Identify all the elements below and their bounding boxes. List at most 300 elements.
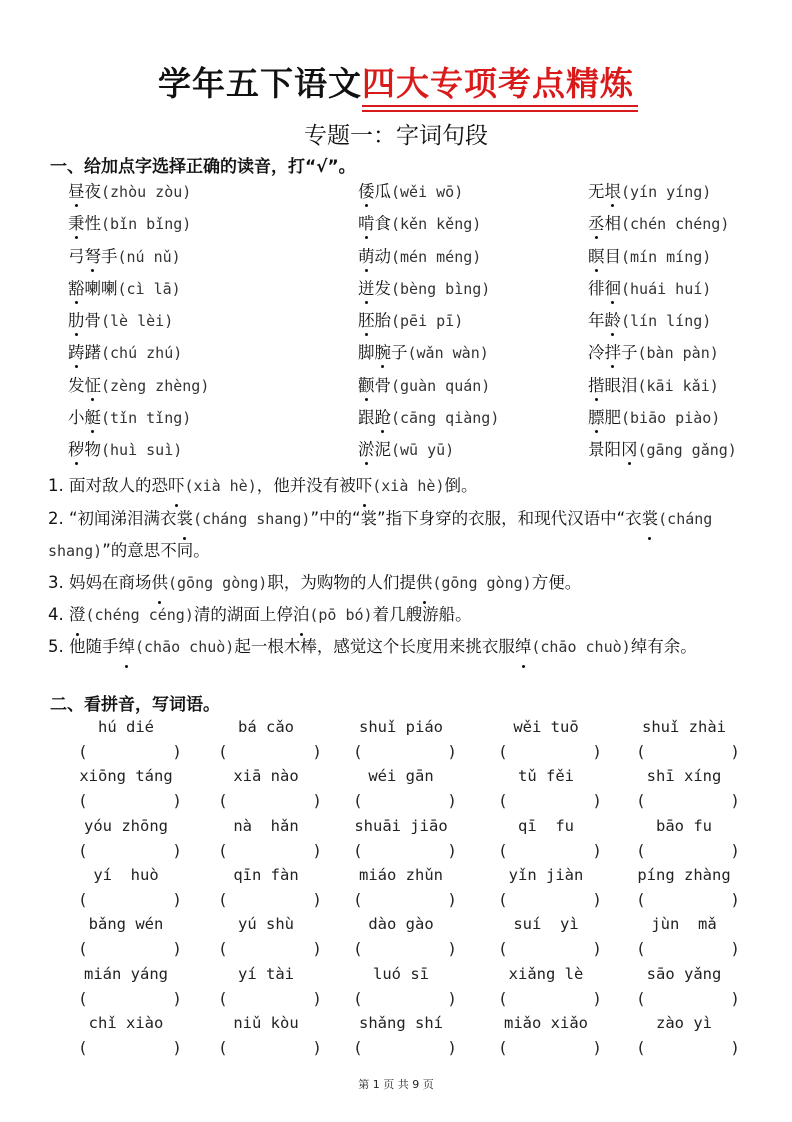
dotted-character: 泊 [293, 599, 310, 631]
pinyin-options: (chén chéng) [621, 215, 730, 234]
dotted-character: 澄 [69, 599, 86, 631]
pinyin-options: (cháng shang) [48, 510, 713, 560]
pinyin-word: tǔ fěi [518, 767, 574, 786]
pinyin-options: (zhòu zòu) [101, 183, 192, 201]
close-paren: ) [731, 840, 738, 860]
answer-blank[interactable] [80, 742, 180, 761]
page-subtitle: 专题一：字词句段 [304, 123, 488, 149]
pinyin-word: shuǐ zhài [642, 718, 726, 736]
close-paren: ) [313, 939, 320, 959]
pinyin-word: shuǐ piáo [359, 718, 443, 736]
pinyin-choice-grid [0, 178, 792, 469]
word-suffix: 夜 [84, 182, 101, 201]
open-paren: ( [80, 889, 87, 909]
answer-blank[interactable] [638, 890, 738, 909]
pinyin-word: nà hǎn [233, 816, 299, 835]
choice-item [358, 339, 489, 363]
pinyin-row [0, 718, 792, 768]
dotted-character: 膘 [588, 404, 605, 428]
dotted-character: 瞑 [588, 243, 605, 267]
word-suffix: 骨 [84, 311, 101, 331]
pinyin-options: (pō bó) [309, 606, 373, 624]
sentence [48, 631, 748, 663]
pinyin-options: (kěn kěng) [391, 215, 482, 234]
word-suffix: 肥 [604, 408, 621, 428]
choice-item [588, 307, 711, 331]
open-paren: ( [355, 742, 362, 761]
close-paren: ) [173, 840, 180, 860]
answer-blank[interactable] [355, 939, 455, 958]
dotted-character: 倭 [358, 178, 375, 202]
word-suffix: 眼泪 [604, 375, 638, 395]
dotted-character: 弩 [85, 243, 102, 267]
answer-blank[interactable] [500, 841, 600, 860]
sentence-text: 5. 他随手 [48, 637, 119, 656]
choice-item [358, 404, 499, 428]
dotted-character: 丞 [588, 210, 605, 234]
open-paren: ( [80, 742, 87, 761]
answer-blank[interactable] [638, 841, 738, 860]
open-paren: ( [220, 1037, 227, 1057]
section1-heading: 一、给加点字选择正确的读音，打“√”。 [50, 157, 356, 177]
close-paren: ) [731, 1037, 738, 1057]
pinyin-options: (wěi wō) [391, 183, 464, 201]
pinyin-word: wěi tuō [513, 718, 579, 736]
pinyin-word: zào yì [656, 1013, 712, 1032]
pinyin-options: (bèng bìng) [391, 279, 491, 298]
choice-row [0, 339, 792, 371]
answer-blank[interactable] [500, 939, 600, 958]
pinyin-row [0, 866, 792, 916]
dotted-character: 供 [416, 567, 433, 599]
pinyin-options: (guàn quán) [391, 376, 491, 395]
choice-item [68, 404, 191, 428]
pinyin-options: (wū yū) [391, 441, 455, 460]
answer-blank[interactable] [355, 841, 455, 860]
answer-blank[interactable] [220, 939, 320, 958]
answer-blank[interactable] [355, 989, 455, 1008]
pinyin-options: (gōng gòng) [432, 574, 532, 592]
word-suffix: 目 [604, 246, 621, 266]
open-paren: ( [355, 939, 362, 959]
dotted-character: 萌 [358, 243, 375, 267]
pinyin-row [0, 1014, 792, 1064]
pinyin-options: (pēi pī) [391, 312, 464, 331]
sentence-text: 2. “初闻涕泪满衣 [48, 509, 177, 528]
word-prefix: 发 [68, 375, 85, 395]
answer-blank[interactable] [638, 939, 738, 958]
open-paren: ( [500, 988, 507, 1008]
answer-blank[interactable] [80, 939, 180, 958]
sentence-text: 3. 妈妈在商场 [48, 573, 152, 592]
pinyin-options: (lè lèi) [101, 312, 174, 331]
open-paren: ( [355, 791, 362, 811]
dotted-character: 昼 [68, 178, 85, 202]
dotted-character: 腕 [375, 339, 392, 363]
pinyin-word: dào gào [368, 915, 434, 934]
answer-blank[interactable] [220, 791, 320, 810]
dotted-character: 供 [152, 567, 169, 599]
choice-item [358, 307, 463, 331]
open-paren: ( [638, 1037, 645, 1057]
open-paren: ( [500, 742, 507, 761]
dotted-character: 怔 [85, 372, 102, 396]
word-suffix: 性 [84, 214, 101, 234]
open-paren: ( [500, 939, 507, 959]
close-paren: ) [173, 988, 180, 1008]
word-suffix: 骨 [374, 375, 391, 395]
open-paren: ( [638, 791, 645, 811]
pinyin-options: (bǐn bǐng) [101, 215, 192, 234]
open-paren: ( [80, 1037, 87, 1057]
choice-row [0, 178, 792, 210]
sentence-text: 职，为购物的人们提 [267, 573, 416, 592]
close-paren: ) [593, 840, 600, 860]
close-paren: ) [731, 742, 738, 761]
word-suffix: 瓜 [374, 182, 391, 201]
close-paren: ) [313, 889, 320, 909]
dotted-character: 肋 [68, 307, 85, 331]
close-paren: ) [448, 791, 455, 811]
word-suffix: 动 [374, 246, 391, 266]
dotted-character: 秉 [68, 210, 85, 234]
sentence-text: ，他并没有被 [256, 476, 356, 495]
answer-blank[interactable] [500, 989, 600, 1008]
answer-blank[interactable] [638, 989, 738, 1008]
sentence-text: 起一根木棒，感觉这个长度用来挑衣服 [234, 637, 515, 656]
open-paren: ( [355, 889, 362, 909]
open-paren: ( [355, 840, 362, 860]
close-paren: ) [313, 1037, 320, 1057]
pinyin-word: yǐn jiàn [508, 865, 584, 884]
pinyin-word: chǐ xiào [88, 1013, 164, 1032]
open-paren: ( [355, 988, 362, 1008]
pinyin-options: (mén méng) [391, 247, 482, 266]
choice-row [0, 275, 792, 307]
choice-row [0, 404, 792, 436]
choice-item [68, 178, 191, 202]
dotted-character: 跄 [375, 404, 392, 428]
answer-blank[interactable] [355, 890, 455, 909]
pinyin-options: (gōng gòng) [168, 574, 268, 592]
open-paren: ( [500, 889, 507, 909]
word-prefix: 跟 [358, 408, 375, 428]
dotted-character: 拌 [605, 339, 622, 363]
choice-row [0, 436, 792, 468]
choice-item [68, 243, 181, 267]
dotted-character: 龄 [605, 307, 622, 331]
sentence [48, 599, 748, 631]
pinyin-word: sāo yǎng [646, 964, 722, 983]
dotted-character: 颧 [358, 372, 375, 396]
close-paren: ) [593, 889, 600, 909]
open-paren: ( [638, 939, 645, 959]
close-paren: ) [593, 988, 600, 1008]
dotted-character: 吓 [356, 470, 373, 502]
close-paren: ) [448, 742, 455, 761]
open-paren: ( [500, 1037, 507, 1057]
pinyin-word: bǎng wén [88, 915, 164, 934]
pinyin-options: (xià hè) [184, 477, 257, 495]
close-paren: ) [173, 939, 180, 959]
sentence-text: 绰有余。 [630, 637, 697, 656]
word-suffix: 躇 [84, 343, 101, 363]
answer-blank[interactable] [80, 1038, 180, 1057]
pinyin-options: (cì lā) [117, 279, 181, 298]
choice-item [68, 339, 182, 363]
close-paren: ) [448, 889, 455, 909]
pinyin-options: (yín yíng) [621, 183, 712, 201]
title-black: 学年五下语文 [158, 64, 362, 103]
answer-blank[interactable] [80, 890, 180, 909]
word-suffix: 发 [374, 278, 391, 298]
choice-item [588, 210, 729, 234]
open-paren: ( [80, 840, 87, 860]
choice-item [68, 307, 173, 331]
open-paren: ( [638, 889, 645, 909]
pinyin-options: (cāng qiàng) [391, 409, 500, 428]
pinyin-word: bá cǎo [238, 718, 294, 736]
pinyin-options: (biāo piào) [621, 409, 721, 428]
pinyin-word: luó sī [373, 964, 429, 983]
pinyin-word: shǎng shí [359, 1013, 443, 1032]
pinyin-options: (chú zhú) [101, 344, 183, 363]
choice-item [68, 372, 209, 396]
pinyin-word: qīn fàn [233, 865, 299, 884]
answer-blank[interactable] [500, 791, 600, 810]
pinyin-word: qī fu [518, 816, 574, 835]
choice-item [358, 372, 490, 396]
pinyin-options: (huì suì) [101, 441, 183, 460]
pinyin-options: (chāo chuò) [135, 638, 235, 656]
close-paren: ) [173, 889, 180, 909]
pinyin-word: yóu zhōng [84, 816, 168, 835]
choice-item [588, 372, 719, 396]
dotted-character: 踌 [68, 339, 85, 363]
answer-blank[interactable] [638, 791, 738, 810]
choice-item [588, 275, 711, 299]
choice-item [68, 436, 182, 460]
answer-blank[interactable] [80, 989, 180, 1008]
answer-blank[interactable] [638, 742, 738, 761]
word-suffix: 泥 [374, 440, 391, 460]
close-paren: ) [448, 988, 455, 1008]
choice-item [358, 210, 481, 234]
choice-row [0, 243, 792, 275]
choice-item [358, 178, 463, 202]
pinyin-word: niǔ kòu [233, 1013, 299, 1032]
pinyin-row [0, 965, 792, 1015]
pinyin-row [0, 767, 792, 817]
pinyin-word: xiā nào [233, 767, 299, 786]
choice-item [68, 210, 191, 234]
choice-item [588, 404, 720, 428]
pinyin-word: xiǎng lè [508, 964, 584, 983]
dotted-character: 揩 [588, 372, 605, 396]
open-paren: ( [355, 1037, 362, 1057]
pinyin-word: wéi gān [368, 767, 434, 786]
close-paren: ) [593, 939, 600, 959]
choice-item [358, 275, 490, 299]
pinyin-options: (bàn pàn) [637, 344, 719, 363]
pinyin-word: yí huò [93, 865, 159, 884]
dotted-character: 垠 [605, 178, 622, 202]
close-paren: ) [313, 840, 320, 860]
sentence [48, 567, 748, 599]
open-paren: ( [638, 742, 645, 761]
answer-blank[interactable] [220, 989, 320, 1008]
word-suffix: 食 [374, 214, 391, 234]
choice-item [358, 436, 454, 460]
word-suffix: 胎 [374, 311, 391, 331]
close-paren: ) [448, 1037, 455, 1057]
word-prefix: 景阳 [588, 440, 621, 460]
choice-row [0, 372, 792, 404]
sentence-text: 方便。 [531, 573, 582, 592]
pinyin-options: (nú nǔ) [117, 247, 181, 266]
choice-item [588, 243, 711, 267]
open-paren: ( [220, 939, 227, 959]
open-paren: ( [500, 791, 507, 811]
open-paren: ( [220, 889, 227, 909]
open-paren: ( [638, 988, 645, 1008]
answer-blank[interactable] [220, 1038, 320, 1057]
open-paren: ( [220, 840, 227, 860]
answer-blank[interactable] [638, 1038, 738, 1057]
pinyin-word: shuāi jiāo [354, 816, 448, 835]
pinyin-options: (xià hè) [372, 477, 445, 495]
close-paren: ) [313, 988, 320, 1008]
answer-blank[interactable] [220, 841, 320, 860]
sentence-text: ”中的“裳”指下身穿的衣服，和现代汉语中“衣 [310, 509, 642, 528]
pinyin-word: miǎo xiǎo [504, 1013, 588, 1032]
dotted-character: 啃 [358, 210, 375, 234]
choice-item [588, 178, 711, 202]
open-paren: ( [80, 791, 87, 811]
pinyin-word: bāo fu [656, 816, 712, 835]
answer-blank[interactable] [80, 841, 180, 860]
dotted-character: 淤 [358, 436, 375, 460]
answer-blank[interactable] [355, 791, 455, 810]
sentence-text: 4. [48, 605, 69, 624]
open-paren: ( [80, 939, 87, 959]
dotted-character: 艇 [85, 404, 102, 428]
choice-row [0, 210, 792, 242]
pinyin-word: jùn mǎ [651, 915, 717, 934]
pinyin-row [0, 915, 792, 965]
close-paren: ) [173, 742, 180, 761]
word-prefix: 小 [68, 408, 85, 428]
word-suffix: 物 [84, 440, 101, 460]
answer-blank[interactable] [500, 890, 600, 909]
open-paren: ( [220, 742, 227, 761]
choice-item [68, 275, 181, 299]
sentence [48, 470, 748, 502]
answer-blank[interactable] [355, 742, 455, 761]
close-paren: ) [731, 939, 738, 959]
pinyin-word: yí tài [238, 964, 294, 983]
word-prefix: 冷 [588, 343, 605, 363]
pinyin-options: (cháng shang) [193, 510, 311, 528]
close-paren: ) [173, 1037, 180, 1057]
answer-blank[interactable] [500, 742, 600, 761]
answer-blank[interactable] [80, 791, 180, 810]
word-suffix: 相 [604, 214, 621, 234]
open-paren: ( [500, 840, 507, 860]
pinyin-row [0, 817, 792, 867]
pinyin-options: (huái huí) [621, 279, 712, 298]
dotted-character: 裳 [642, 503, 659, 535]
pinyin-options: (lín líng) [621, 312, 712, 331]
section2-heading: 二、看拼音，写词语。 [50, 695, 220, 715]
word-prefix: 无 [588, 182, 605, 201]
dotted-character: 绰 [515, 631, 532, 663]
pinyin-options: (mín míng) [621, 247, 712, 266]
pinyin-word: mián yáng [84, 964, 168, 983]
open-paren: ( [638, 840, 645, 860]
pinyin-options: (kāi kǎi) [637, 376, 719, 395]
sentence-text: 倒。 [444, 476, 478, 495]
dotted-character: 胚 [358, 307, 375, 331]
answer-blank[interactable] [220, 742, 320, 761]
answer-blank[interactable] [355, 1038, 455, 1057]
word-suffix: 手 [101, 246, 118, 266]
close-paren: ) [731, 791, 738, 811]
answer-blank[interactable] [220, 890, 320, 909]
pinyin-options: (chāo chuò) [531, 638, 631, 656]
dotted-character: 裳 [177, 503, 194, 535]
dotted-character: 冈 [621, 436, 638, 460]
answer-blank[interactable] [500, 1038, 600, 1057]
pinyin-word: xiōng táng [79, 767, 173, 786]
word-prefix: 弓 [68, 246, 85, 266]
pinyin-word: hú dié [98, 718, 154, 736]
dotted-character: 秽 [68, 436, 85, 460]
dotted-character: 豁 [68, 275, 85, 299]
pinyin-options: (zèng zhèng) [101, 376, 210, 395]
sentence-text: 清的湖面上停 [193, 605, 293, 624]
choice-item [358, 243, 481, 267]
pinyin-options: (tǐn tǐng) [101, 409, 192, 428]
close-paren: ) [173, 791, 180, 811]
close-paren: ) [593, 1037, 600, 1057]
dotted-character: 迸 [358, 275, 375, 299]
dotted-character: 绰 [119, 631, 136, 663]
choice-item [588, 339, 719, 363]
close-paren: ) [448, 840, 455, 860]
pinyin-options: (gāng gǎng) [637, 441, 737, 460]
word-suffix: 子 [621, 343, 638, 363]
sentence [48, 503, 748, 567]
word-suffix: 子 [391, 343, 408, 363]
choice-row [0, 307, 792, 339]
open-paren: ( [80, 988, 87, 1008]
word-prefix: 年 [588, 311, 605, 331]
pinyin-word: píng zhàng [637, 865, 731, 884]
close-paren: ) [593, 742, 600, 761]
pinyin-word: shī xíng [646, 767, 722, 786]
open-paren: ( [220, 988, 227, 1008]
word-suffix: 喇喇 [84, 278, 118, 298]
pinyin-word: yú shù [238, 915, 294, 934]
page-footer: 第 1 页 共 9 页 [358, 1078, 434, 1091]
close-paren: ) [313, 742, 320, 761]
close-paren: ) [313, 791, 320, 811]
pinyin-word: miáo zhǔn [359, 865, 443, 884]
close-paren: ) [731, 988, 738, 1008]
title-red: 四大专项考点精炼 [362, 58, 634, 105]
close-paren: ) [731, 889, 738, 909]
